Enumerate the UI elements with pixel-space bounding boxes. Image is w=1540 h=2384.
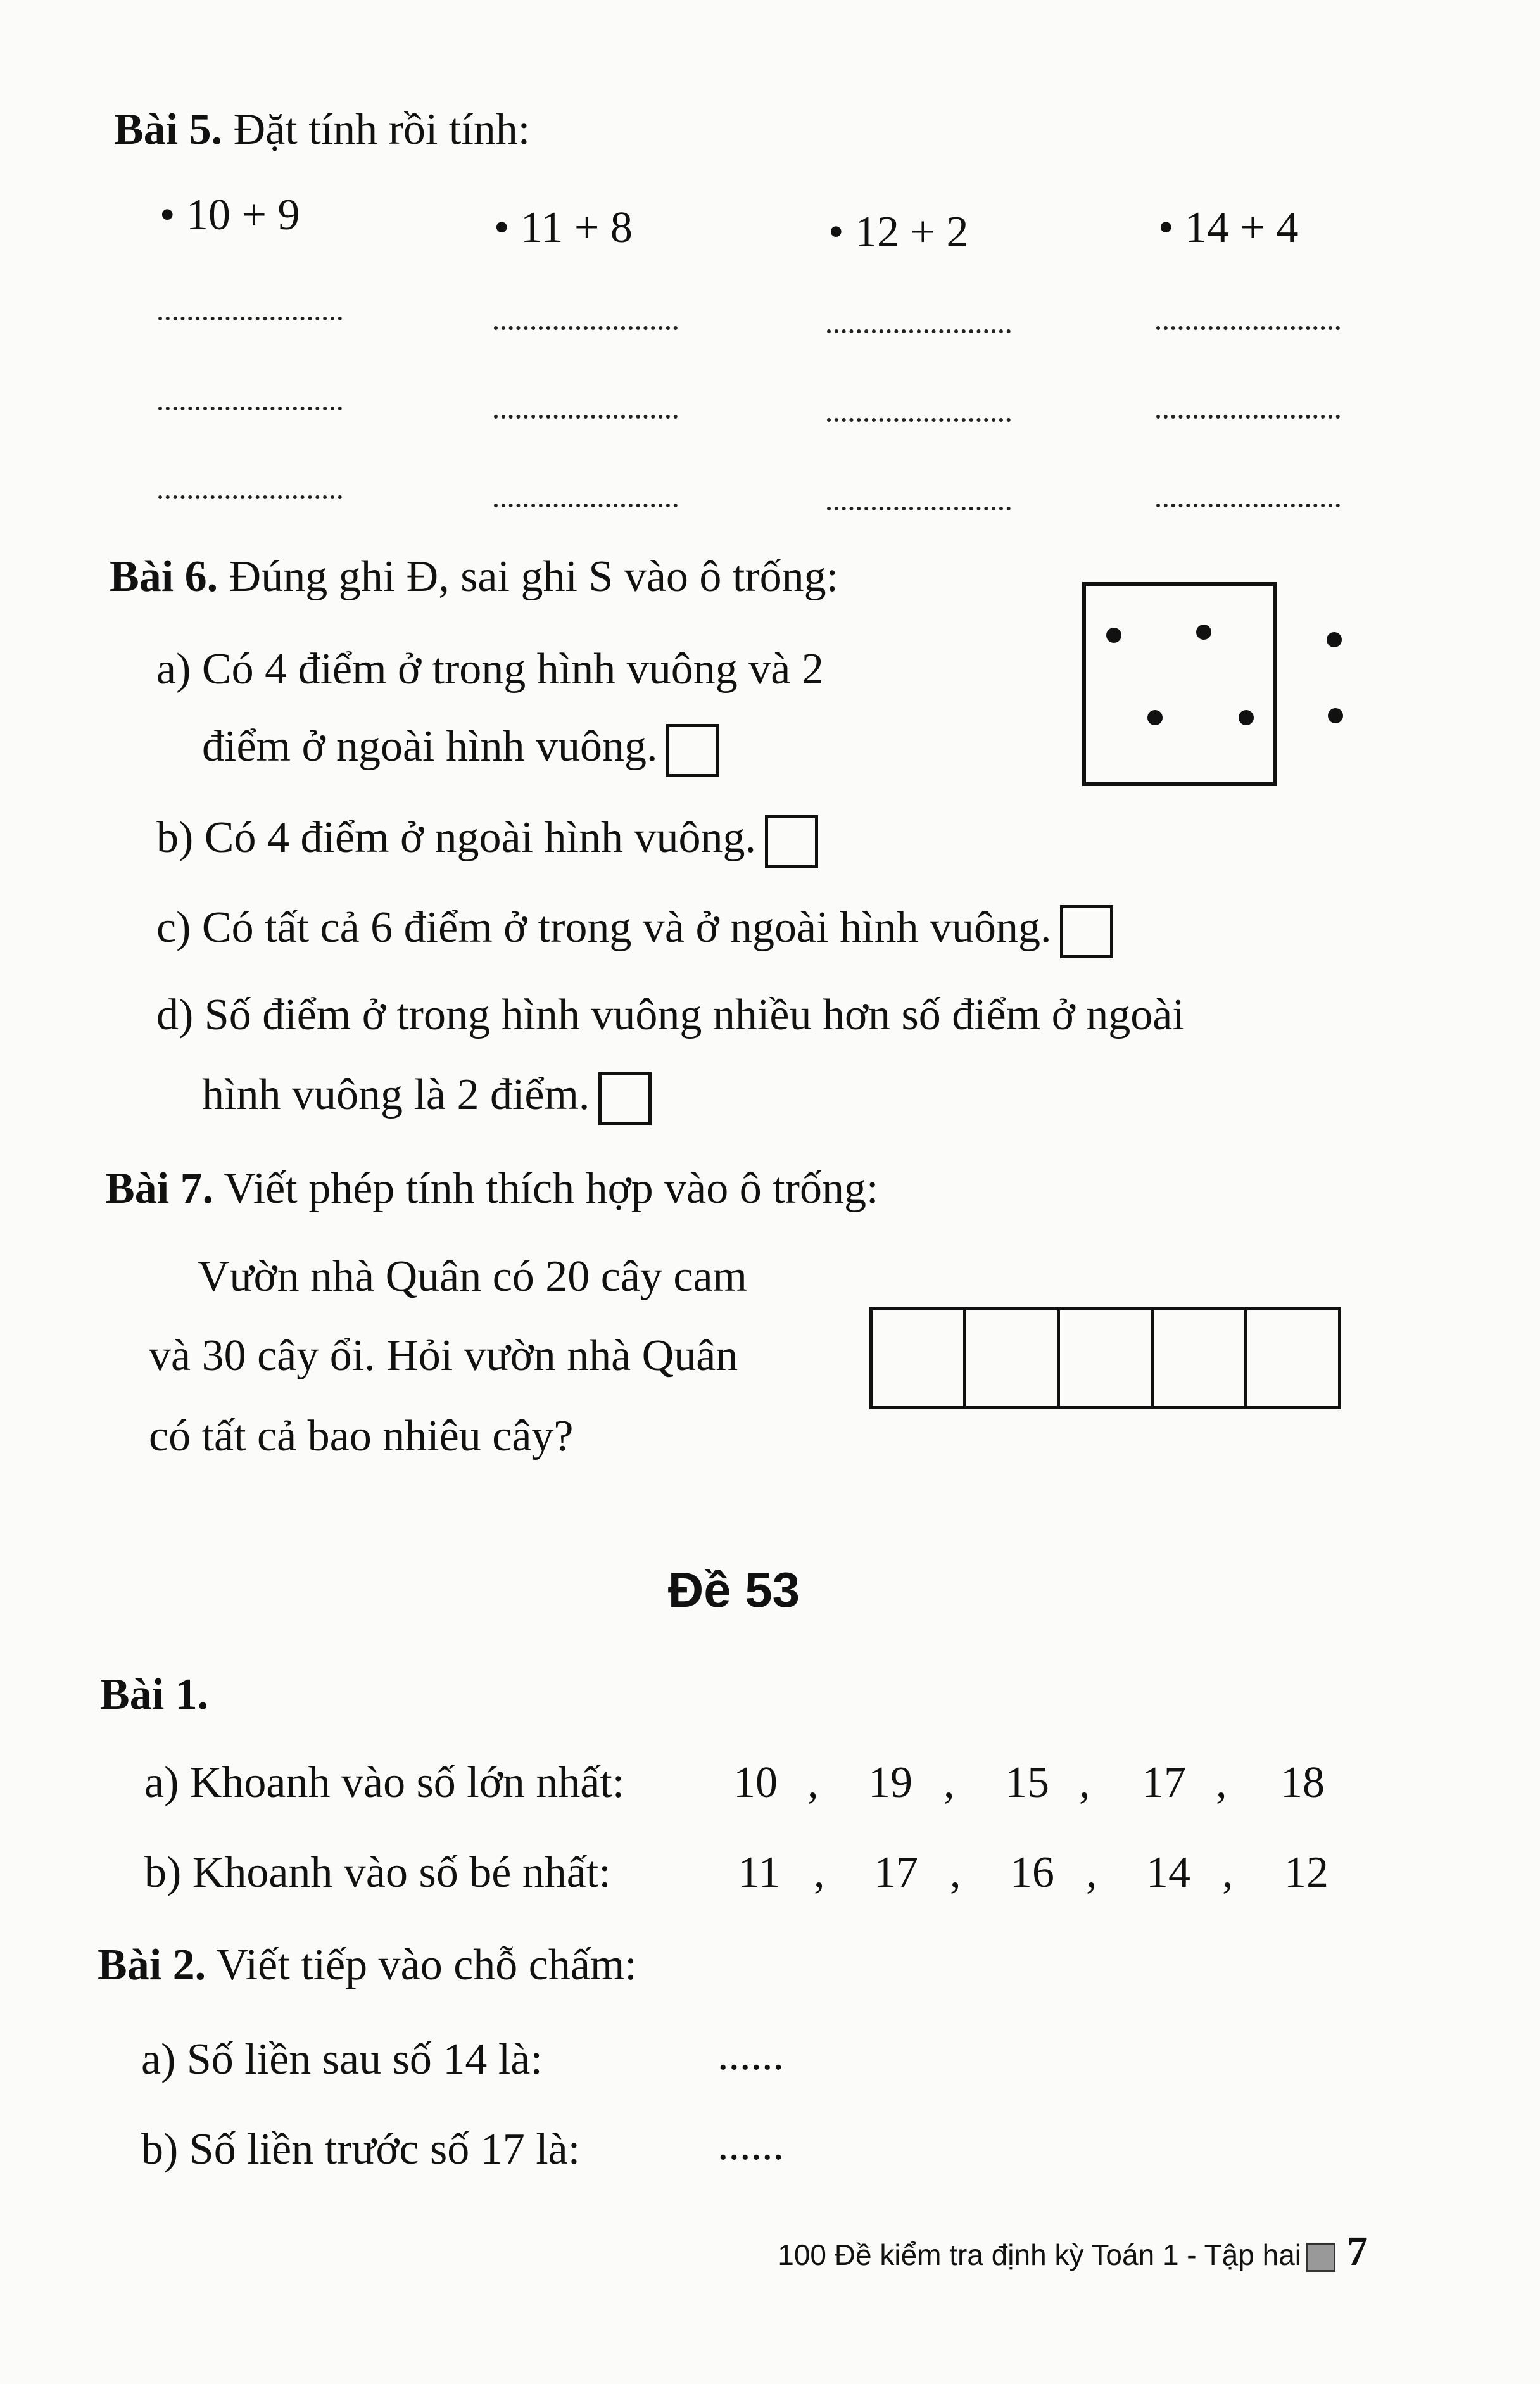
- expression: • 12 + 2: [828, 208, 969, 257]
- statement-c: c) Có tất cả 6 điểm ở trong và ở ngoài hình vuông.: [156, 899, 1113, 956]
- answer-line[interactable]: [1156, 504, 1340, 507]
- problem-line: và 30 cây ổi. Hỏi vườn nhà Quân: [149, 1331, 738, 1380]
- page-footer: 100 Đề kiểm tra định kỳ Toán 1 - Tập hai 7: [778, 2228, 1368, 2274]
- equation-cell[interactable]: [869, 1307, 966, 1409]
- equation-cell[interactable]: [1244, 1307, 1341, 1409]
- statement-d: d) Số điểm ở trong hình vuông nhiều hơn số điểm ở ngoài: [156, 991, 1185, 1039]
- bai7-heading: Bài 7. Viết phép tính thích hợp vào ô trống:: [105, 1164, 879, 1213]
- answer-line[interactable]: [494, 504, 678, 507]
- comma: ,: [1086, 1848, 1097, 1897]
- number[interactable]: 12: [1284, 1848, 1329, 1897]
- statement-a-cont: điểm ở ngoài hình vuông.: [202, 718, 719, 775]
- blank[interactable]: ......: [717, 2031, 784, 2079]
- answer-box[interactable]: [666, 724, 719, 777]
- answer-box[interactable]: [1060, 905, 1113, 958]
- answer-line[interactable]: [827, 507, 1011, 510]
- bai6-heading: Bài 6. Đúng ghi Đ, sai ghi S vào ô trống:: [110, 552, 839, 601]
- comma: ,: [1079, 1758, 1090, 1807]
- square-figure: [1082, 582, 1277, 786]
- comma: ,: [944, 1758, 955, 1807]
- number[interactable]: 17: [1142, 1758, 1186, 1807]
- bai5-heading: Bài 5. Đặt tính rồi tính:: [114, 105, 531, 154]
- number[interactable]: 14: [1146, 1848, 1190, 1897]
- number[interactable]: 11: [738, 1848, 781, 1897]
- comma: ,: [814, 1848, 825, 1897]
- point: [1106, 628, 1121, 643]
- expression: • 11 + 8: [494, 203, 633, 252]
- number[interactable]: 10: [733, 1758, 778, 1807]
- equation-boxes: [869, 1307, 1341, 1409]
- point: [1147, 710, 1163, 725]
- number[interactable]: 16: [1010, 1848, 1054, 1897]
- de53-bai2-heading: Bài 2. Viết tiếp vào chỗ chấm:: [98, 1941, 637, 1989]
- statement-d-cont: hình vuông là 2 điểm.: [202, 1067, 652, 1124]
- number[interactable]: 19: [868, 1758, 912, 1807]
- de53-bai1-heading: Bài 1.: [100, 1670, 209, 1719]
- bai1-b: b) Khoanh vào số bé nhất:: [144, 1848, 611, 1897]
- comma: ,: [1222, 1848, 1234, 1897]
- answer-line[interactable]: [494, 326, 678, 330]
- answer-line[interactable]: [1156, 326, 1340, 330]
- exam-title: Đề 53: [667, 1562, 800, 1618]
- problem-line: Vườn nhà Quân có 20 cây cam: [198, 1252, 747, 1301]
- expression: • 10 + 9: [160, 191, 300, 239]
- statement-b: b) Có 4 điểm ở ngoài hình vuông.: [156, 809, 818, 866]
- expression: • 14 + 4: [1158, 203, 1299, 252]
- number[interactable]: 17: [874, 1848, 918, 1897]
- comma: ,: [950, 1848, 961, 1897]
- number[interactable]: 15: [1005, 1758, 1049, 1807]
- point: [1239, 710, 1254, 725]
- answer-line[interactable]: [827, 418, 1011, 422]
- point: [1196, 625, 1211, 640]
- blank[interactable]: ......: [717, 2121, 784, 2169]
- bai2-b: b) Số liền trước số 17 là:: [141, 2125, 581, 2174]
- answer-line[interactable]: [1156, 415, 1340, 419]
- statement-a: a) Có 4 điểm ở trong hình vuông và 2: [156, 645, 824, 694]
- equation-cell[interactable]: [1057, 1307, 1154, 1409]
- answer-box[interactable]: [598, 1072, 652, 1125]
- bai1-a: a) Khoanh vào số lớn nhất:: [144, 1758, 625, 1807]
- comma: ,: [1216, 1758, 1227, 1807]
- equation-cell[interactable]: [963, 1307, 1060, 1409]
- point: [1327, 632, 1342, 647]
- book-logo-icon: [1306, 2243, 1335, 2272]
- number[interactable]: 18: [1280, 1758, 1325, 1807]
- equation-cell[interactable]: [1151, 1307, 1247, 1409]
- bai2-a: a) Số liền sau số 14 là:: [141, 2035, 543, 2084]
- answer-line[interactable]: [158, 317, 342, 320]
- problem-line: có tất cả bao nhiêu cây?: [149, 1412, 574, 1461]
- page-number: 7: [1347, 2228, 1368, 2274]
- answer-line[interactable]: [158, 407, 342, 410]
- answer-line[interactable]: [827, 329, 1011, 333]
- answer-line[interactable]: [494, 415, 678, 419]
- answer-box[interactable]: [765, 815, 818, 868]
- point: [1328, 708, 1343, 723]
- answer-line[interactable]: [158, 495, 342, 499]
- comma: ,: [807, 1758, 819, 1807]
